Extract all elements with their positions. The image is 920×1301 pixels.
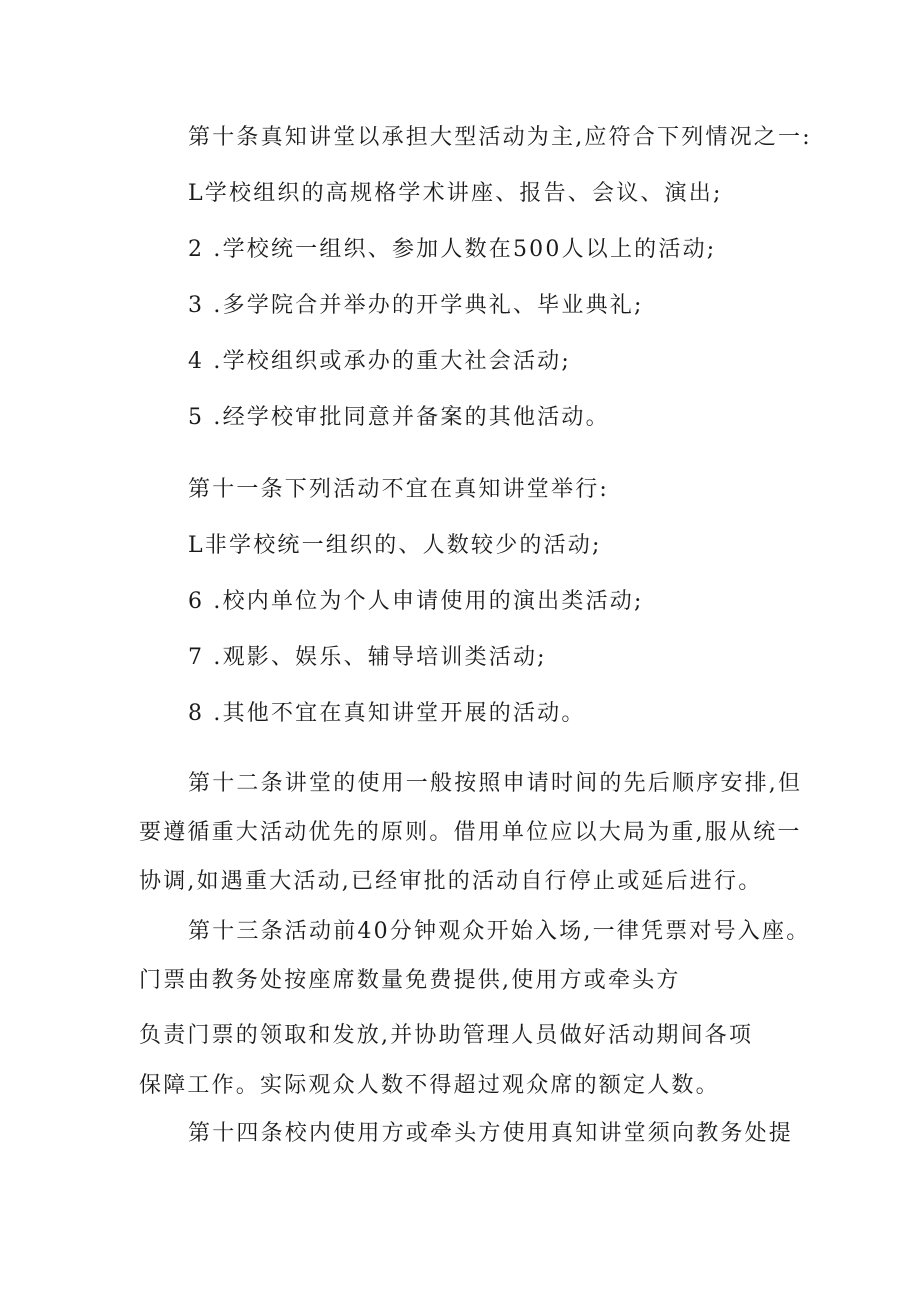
article-13-line-2: 门票由教务处按座席数量免费提供,使用方或牵头方 bbox=[139, 968, 681, 993]
article-11-item-2: 6 .校内单位为个人申请使用的演出类活动; bbox=[188, 589, 644, 614]
article-10-heading: 第十条真知讲堂以承担大型活动为主,应符合下列情况之一: bbox=[188, 125, 812, 150]
article-10-item-2: 2 .学校统一组织、参加人数在500人以上的活动; bbox=[188, 237, 717, 262]
article-13-line-4: 保障工作。实际观众人数不得超过观众席的额定人数。 bbox=[139, 1073, 720, 1098]
article-10-item-4: 4 .学校组织或承办的重大社会活动; bbox=[188, 349, 571, 374]
article-10-item-3: 3 .多学院合并举办的开学典礼、毕业典礼; bbox=[188, 293, 644, 318]
article-11-item-3: 7 .观影、娱乐、辅导培训类活动; bbox=[188, 645, 547, 670]
article-14-line-1: 第十四条校内使用方或牵头方使用真知讲堂须向教务处提 bbox=[188, 1121, 794, 1146]
article-11-heading: 第十一条下列活动不宜在真知讲堂举行: bbox=[188, 477, 610, 502]
article-10-item-5: 5 .经学校审批同意并备案的其他活动。 bbox=[188, 405, 610, 430]
article-11-item-1: L非学校统一组织的、人数较少的活动; bbox=[188, 533, 602, 558]
article-10-item-1: L学校组织的高规格学术讲座、报告、会议、演出; bbox=[188, 181, 723, 206]
article-11-item-4: 8 .其他不宜在真知讲堂开展的活动。 bbox=[188, 701, 586, 726]
article-13-line-1: 第十三条活动前40分钟观众开始入场,一律凭票对号入座。 bbox=[188, 919, 811, 944]
article-12-line-1: 第十二条讲堂的使用一般按照申请时间的先后顺序安排,但 bbox=[188, 771, 803, 796]
article-12-line-3: 协调,如遇重大活动,已经审批的活动自行停止或延后进行。 bbox=[139, 869, 763, 894]
article-13-line-3: 负责门票的领取和发放,并协助管理人员做好活动期间各项 bbox=[139, 1023, 754, 1048]
article-12-line-2: 要遵循重大活动优先的原则。借用单位应以大局为重,服从统一 bbox=[139, 820, 802, 845]
